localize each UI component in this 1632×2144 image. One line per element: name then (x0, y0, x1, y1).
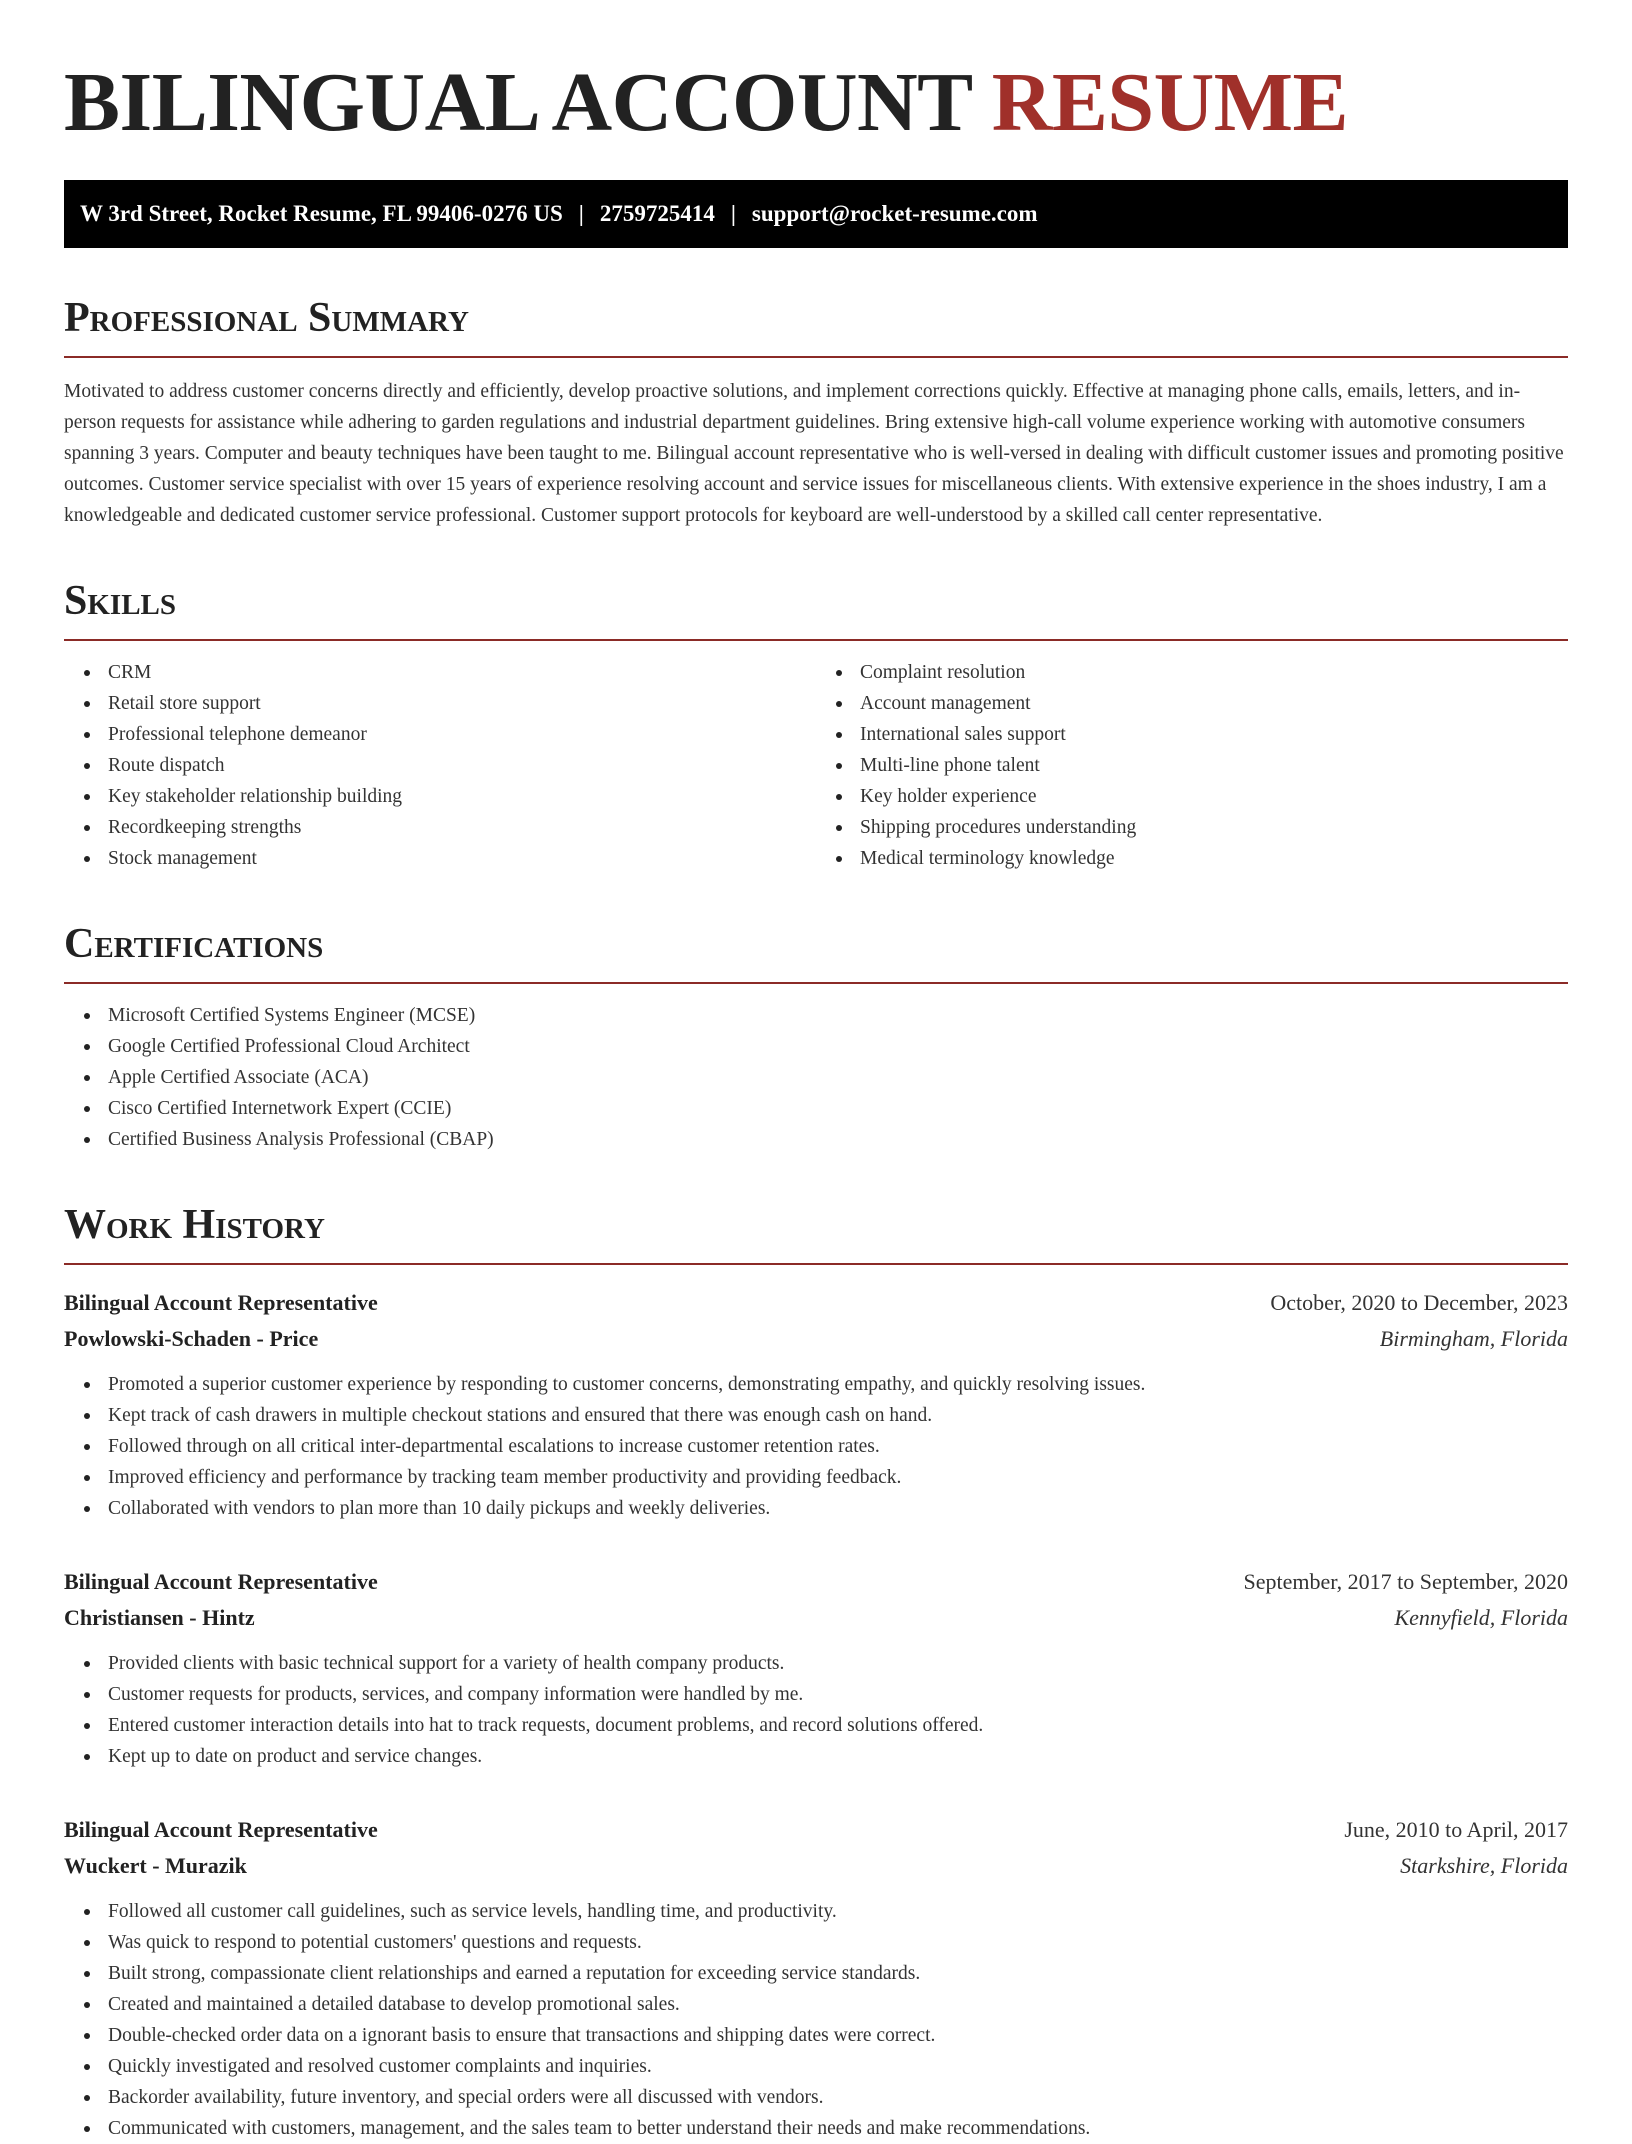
certification-item: Cisco Certified Internetwork Expert (CCIE) (108, 1093, 1568, 1124)
job-company: Powlowski-Schaden - Price (64, 1326, 319, 1351)
skill-item: Retail store support (108, 688, 816, 719)
contact-separator: | (730, 201, 736, 226)
skill-item: International sales support (860, 719, 1568, 750)
certification-item: Apple Certified Associate (ACA) (108, 1062, 1568, 1093)
certifications-section (64, 918, 1568, 1155)
job-header-row (64, 1285, 1568, 1321)
summary-section (64, 292, 1568, 531)
skill-item: Multi-line phone talent (860, 750, 1568, 781)
summary-text: Motivated to address customer concerns directly and efficiently, develop proactive solutions, and implement corrections quickly. Effective at managing phone calls, emails, letters, and in-person requests for assistance while adhering to garden regulations and industrial department guidelines. Bring extensive high-call volume experience working with automotive consumers spanning 3 years. Computer and beauty techniques have been taught to me. Bilingual account representative who is well-versed in dealing with difficult customer issues and promoting positive outcomes. Customer service specialist with over 15 years of experience resolving account and service issues for miscellaneous clients. With extensive experience in the shoes industry, I am a knowledgeable and dedicated customer service professional. Customer support protocols for keyboard are well-understood by a skilled call center representative. (64, 381, 1564, 526)
skill-item: Recordkeeping strengths (108, 812, 816, 843)
job-dates: September, 2017 to September, 2020 (1243, 1569, 1568, 1594)
job-location: Starkshire, Florida (1400, 1853, 1568, 1878)
job-duty: Provided clients with basic technical support for a variety of health company products. (108, 1648, 1568, 1679)
job-company-row (64, 1600, 1568, 1636)
contact-phone: 2759725414 (599, 201, 715, 226)
job-title: Bilingual Account Representative (64, 1817, 378, 1842)
skill-item: Shipping procedures understanding (860, 812, 1568, 843)
job-duty: Collaborated with vendors to plan more than 10 daily pickups and weekly deliveries. (108, 1493, 1568, 1524)
contact-separator: | (578, 201, 584, 226)
summary-heading: Professional Summary (64, 292, 1568, 358)
job-duty: Created and maintained a detailed database to develop promotional sales. (108, 1989, 1568, 2020)
work-history-heading: Work History (64, 1199, 1568, 1265)
work-history-section (64, 1199, 1568, 2144)
skill-item: Medical terminology knowledge (860, 843, 1568, 874)
skills-heading: Skills (64, 575, 1568, 641)
job-duty: Communicated with customers, management, and the sales team to better understand their needs and make recommendations. (108, 2113, 1568, 2144)
job-duties-list (64, 1369, 1568, 1524)
resume-title (64, 48, 1568, 158)
job-dates: October, 2020 to December, 2023 (1270, 1290, 1568, 1315)
job-duty: Promoted a superior customer experience by responding to customer concerns, demonstrating empathy, and quickly resolving issues. (108, 1369, 1568, 1400)
contact-bar (64, 180, 1568, 248)
title-main: BILINGUAL ACCOUNT (64, 56, 972, 149)
job-duty: Built strong, compassionate client relationships and earned a reputation for exceeding service standards. (108, 1958, 1568, 1989)
job-duty: Quickly investigated and resolved customer complaints and inquiries. (108, 2051, 1568, 2082)
job-dates: June, 2010 to April, 2017 (1344, 1817, 1568, 1842)
job-company: Wuckert - Murazik (64, 1853, 247, 1878)
skill-item: Key stakeholder relationship building (108, 781, 816, 812)
job-duty: Was quick to respond to potential customers' questions and requests. (108, 1927, 1568, 1958)
certification-item: Certified Business Analysis Professional (CBAP) (108, 1124, 1568, 1155)
job-duty: Kept up to date on product and service changes. (108, 1741, 1568, 1772)
certification-item: Google Certified Professional Cloud Architect (108, 1031, 1568, 1062)
job-duty: Backorder availability, future inventory, and special orders were all discussed with vendors. (108, 2082, 1568, 2113)
job-title: Bilingual Account Representative (64, 1569, 378, 1594)
skill-item: Account management (860, 688, 1568, 719)
job-location: Kennyfield, Florida (1394, 1605, 1568, 1630)
skills-list-right (816, 657, 1568, 874)
skill-item: Stock management (108, 843, 816, 874)
certifications-heading: Certifications (64, 918, 1568, 984)
job-duty: Double-checked order data on a ignorant basis to ensure that transactions and shipping dates were correct. (108, 2020, 1568, 2051)
certification-item: Microsoft Certified Systems Engineer (MCSE) (108, 1000, 1568, 1031)
job-duty: Customer requests for products, services, and company information were handled by me. (108, 1679, 1568, 1710)
job-company: Christiansen - Hintz (64, 1605, 255, 1630)
job-duty: Kept track of cash drawers in multiple checkout stations and ensured that there was enough cash on hand. (108, 1400, 1568, 1431)
skill-item: Professional telephone demeanor (108, 719, 816, 750)
job-header-row (64, 1812, 1568, 1848)
contact-email: support@rocket-resume.com (751, 201, 1038, 226)
skill-item: CRM (108, 657, 816, 688)
job-header-row (64, 1564, 1568, 1600)
skill-item: Route dispatch (108, 750, 816, 781)
job-title: Bilingual Account Representative (64, 1290, 378, 1315)
skills-list-left (64, 657, 816, 874)
job-entry (64, 1812, 1568, 2144)
job-duties-list (64, 1648, 1568, 1772)
job-duty: Followed through on all critical inter-departmental escalations to increase customer retention rates. (108, 1431, 1568, 1462)
job-entry (64, 1564, 1568, 1772)
job-entry (64, 1285, 1568, 1524)
job-company-row (64, 1321, 1568, 1357)
skill-item: Complaint resolution (860, 657, 1568, 688)
skills-grid (64, 657, 1568, 874)
job-duties-list (64, 1896, 1568, 2144)
certifications-list (64, 1000, 1568, 1155)
skill-item: Key holder experience (860, 781, 1568, 812)
job-duty: Improved efficiency and performance by tracking team member productivity and providing feedback. (108, 1462, 1568, 1493)
job-duty: Followed all customer call guidelines, such as service levels, handling time, and productivity. (108, 1896, 1568, 1927)
job-duty: Entered customer interaction details into hat to track requests, document problems, and record solutions offered. (108, 1710, 1568, 1741)
title-accent: RESUME (991, 56, 1349, 149)
job-location: Birmingham, Florida (1379, 1326, 1568, 1351)
contact-address: W 3rd Street, Rocket Resume, FL 99406-0276 US (80, 201, 563, 226)
job-company-row (64, 1848, 1568, 1884)
skills-section (64, 575, 1568, 874)
